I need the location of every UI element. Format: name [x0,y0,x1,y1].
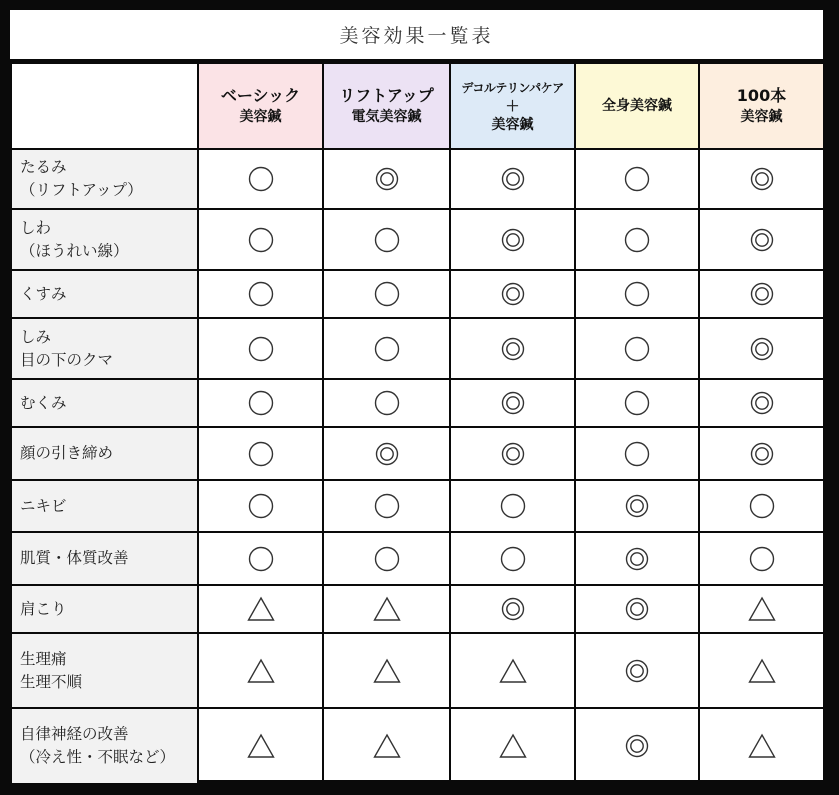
rating-cell [323,149,450,209]
rating-cell [323,318,450,379]
triangle-icon [748,660,776,679]
row-label [11,318,198,379]
header-line2: 電気美容鍼 [351,109,422,125]
header-100needles [699,63,824,149]
double-circle-icon [501,338,525,357]
circle-icon [500,548,526,567]
table-body [11,149,824,784]
row-label-line: むくみ [20,393,67,412]
row-label [11,209,198,270]
rating-cell [575,209,699,270]
circle-icon [374,284,400,303]
rating-cell [198,585,323,633]
header-corner [11,63,198,149]
rating-cell [699,379,824,427]
circle-icon [248,496,274,515]
table-row [11,532,824,585]
table-row [11,633,824,708]
row-label-line: （冷え性・不眠など） [20,748,176,766]
double-circle-icon [375,443,399,462]
row-label-line: たるみ [20,158,67,176]
rating-cell [198,480,323,532]
header-fullbody [575,63,699,149]
rating-cell [575,427,699,480]
rating-cell [699,480,824,532]
row-label-line: くすみ [20,284,67,303]
double-circle-icon [501,393,525,412]
triangle-icon [499,660,527,679]
circle-icon [624,338,650,357]
rating-cell [323,633,450,708]
rating-cell [198,708,323,784]
rating-cell [575,585,699,633]
circle-icon [624,443,650,462]
double-circle-icon [375,169,399,188]
header-line1: ベーシック [220,86,301,105]
header-line1: 全身美容鍼 [602,98,672,114]
rating-cell [323,532,450,585]
triangle-icon [373,660,401,679]
row-label-line: 顔の引き締め [20,444,114,462]
rating-cell [450,532,575,585]
triangle-icon [247,660,275,679]
table-row [11,585,824,633]
triangle-icon [499,736,527,755]
rating-cell [575,379,699,427]
rating-cell [450,585,575,633]
rating-cell [198,149,323,209]
rating-cell [323,209,450,270]
header-line2: 美容鍼 [491,117,534,133]
triangle-icon [748,736,776,755]
circle-icon [624,229,650,248]
header-line2: 美容鍼 [239,109,282,125]
header-line1: デコルテリンパケア [461,81,564,95]
double-circle-icon [501,169,525,188]
row-label-line: しみ [20,327,52,346]
rating-cell [450,270,575,318]
rating-cell [575,480,699,532]
double-circle-icon [625,660,649,679]
row-label [11,480,198,532]
rating-cell [575,708,699,784]
table-row [11,427,824,480]
triangle-icon [373,736,401,755]
circle-icon [500,496,526,515]
table-row [11,318,824,379]
rating-cell [450,209,575,270]
circle-icon [624,284,650,303]
effects-table-frame [10,10,823,780]
double-circle-icon [625,548,649,567]
double-circle-icon [750,284,774,303]
rating-cell [323,379,450,427]
triangle-icon [247,599,275,618]
row-label-line: しわ [20,218,52,237]
circle-icon [248,393,274,412]
circle-icon [374,229,400,248]
header-row [11,63,824,149]
circle-icon [374,338,400,357]
rating-cell [198,379,323,427]
double-circle-icon [750,443,774,462]
rating-cell [699,149,824,209]
double-circle-icon [501,284,525,303]
circle-icon [374,548,400,567]
row-label-line: 目の下のクマ [20,350,114,369]
header-line2: 美容鍼 [740,109,783,125]
rating-cell [699,585,824,633]
rating-cell [198,427,323,480]
rating-cell [575,532,699,585]
rating-cell [450,149,575,209]
double-circle-icon [750,338,774,357]
row-label-line: ニキビ [20,496,67,515]
row-label-line: 生理不順 [20,672,83,691]
rating-cell [198,270,323,318]
double-circle-icon [501,443,525,462]
header-decollete [450,63,575,149]
row-label-line: （リフトアップ） [20,181,143,199]
table-row [11,209,824,270]
double-circle-icon [750,393,774,412]
row-label [11,379,198,427]
rating-cell [198,532,323,585]
table-row [11,480,824,532]
rating-cell [323,270,450,318]
double-circle-icon [625,599,649,618]
table-row [11,379,824,427]
circle-icon [248,548,274,567]
circle-icon [374,496,400,515]
rating-cell [699,209,824,270]
rating-cell [198,209,323,270]
rating-cell [699,532,824,585]
header-line1: 100本 [736,86,787,105]
rating-cell [323,427,450,480]
row-label-line: （ほうれい線） [20,241,129,260]
rating-cell [450,480,575,532]
triangle-icon [373,599,401,618]
rating-cell [323,585,450,633]
rating-cell [699,633,824,708]
triangle-icon [247,736,275,755]
rating-cell [575,270,699,318]
rating-cell [450,633,575,708]
row-label [11,149,198,209]
rating-cell [699,708,824,784]
table-row [11,708,824,784]
circle-icon [374,393,400,412]
rating-cell [575,318,699,379]
header-liftup [323,63,450,149]
circle-icon [248,284,274,303]
rating-cell [323,480,450,532]
rating-cell [450,318,575,379]
circle-icon [749,496,775,515]
rating-cell [198,633,323,708]
row-label [11,270,198,318]
rating-cell [575,149,699,209]
double-circle-icon [501,229,525,248]
header-basic [198,63,323,149]
double-circle-icon [750,229,774,248]
circle-icon [624,169,650,188]
table-row [11,270,824,318]
row-label-line: 肌質・体質改善 [20,549,129,567]
row-label [11,585,198,633]
rating-cell [699,270,824,318]
double-circle-icon [625,496,649,515]
row-label [11,708,198,784]
row-label [11,633,198,708]
rating-cell [198,318,323,379]
table-row [11,149,824,209]
double-circle-icon [625,736,649,755]
circle-icon [248,229,274,248]
rating-cell [450,708,575,784]
double-circle-icon [750,169,774,188]
rating-cell [323,708,450,784]
circle-icon [749,548,775,567]
row-label-line: 肩こり [20,599,67,618]
table-title: 美容効果一覧表 [10,10,823,62]
effects-table [10,62,825,785]
circle-icon [624,393,650,412]
rating-cell [450,427,575,480]
rating-cell [699,318,824,379]
row-label-line: 自律神経の改善 [20,725,129,743]
row-label [11,532,198,585]
header-line1: リフトアップ [339,86,434,105]
triangle-icon [748,599,776,618]
circle-icon [248,338,274,357]
row-label [11,427,198,480]
header-plus: ＋ [505,99,520,115]
double-circle-icon [501,599,525,618]
circle-icon [248,169,274,188]
rating-cell [450,379,575,427]
rating-cell [699,427,824,480]
circle-icon [248,443,274,462]
row-label-line: 生理痛 [20,649,67,668]
rating-cell [575,633,699,708]
